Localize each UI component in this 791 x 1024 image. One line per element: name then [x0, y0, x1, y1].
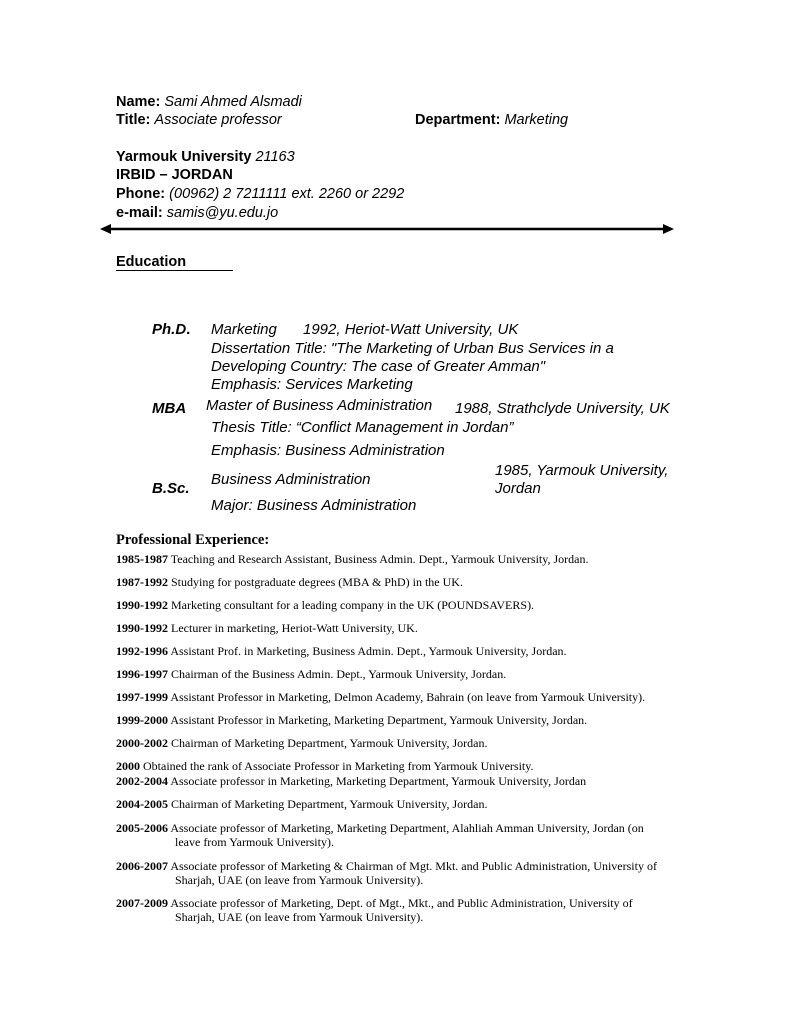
mba-emphasis: Emphasis: Business Administration [211, 442, 445, 459]
mba-field: Master of Business Administration [206, 397, 433, 414]
bsc-degree: B.Sc. [152, 480, 190, 497]
experience-text: Chairman of Marketing Department, Yarmouk University, Jordan. [168, 797, 488, 811]
title-line [116, 112, 282, 128]
experience-years: 2005-2006 [116, 821, 168, 835]
experience-continuation: leave from Yarmouk University). [175, 835, 334, 849]
mba-degree: MBA [152, 400, 187, 417]
experience-item [116, 621, 706, 635]
experience-text: Studying for postgraduate degrees (MBA & PhD) in the UK. [168, 575, 463, 589]
experience-item [116, 690, 706, 704]
email-label: e-mail: [116, 205, 163, 221]
phd-dissertation-line2: Developing Country: The case of Greater Amman" [211, 358, 546, 375]
city-line [116, 167, 233, 183]
name-value: Sami Ahmed Alsmadi [164, 94, 302, 110]
experience-text: Teaching and Research Assistant, Business Admin. Dept., Yarmouk University, Jordan. [168, 552, 589, 566]
experience-item [116, 713, 706, 727]
experience-years: 2000 [116, 759, 140, 773]
experience-item [116, 667, 706, 681]
phd-year-place: 1992, Heriot-Watt University, UK [303, 321, 519, 338]
department-line [415, 112, 568, 128]
department-value: Marketing [504, 112, 569, 128]
experience-years: 1999-2000 [116, 713, 168, 727]
experience-text: Associate professor of Marketing, Marketing Department, Alahliah Amman University, Jordan (on [168, 821, 644, 835]
experience-item [116, 797, 706, 811]
experience-continuation: Sharjah, UAE (on leave from Yarmouk University). [175, 873, 424, 887]
phd-field: Marketing [211, 321, 277, 338]
experience-text: Associate professor in Marketing, Marketing Department, Yarmouk University, Jordan [168, 774, 587, 788]
mba-thesis: Thesis Title: “Conflict Management in Jordan” [211, 419, 514, 436]
experience-years: 2004-2005 [116, 797, 168, 811]
phd-emphasis: Emphasis: Services Marketing [211, 376, 413, 393]
experience-text: Associate professor of Marketing, Dept. of Mgt., Mkt., and Public Administration, University of [168, 896, 633, 910]
phone-label: Phone: [116, 186, 166, 202]
experience-years: 1990-1992 [116, 621, 168, 635]
title-label: Title: [116, 112, 151, 128]
experience-item [116, 896, 706, 924]
experience-text: Assistant Professor in Marketing, Delmon Academy, Bahrain (on leave from Yarmouk University). [168, 690, 646, 704]
experience-years: 2000-2002 [116, 736, 168, 750]
experience-item [116, 644, 706, 658]
bsc-field: Business Administration [211, 471, 371, 488]
phone-line [116, 186, 404, 202]
experience-years: 2006-2007 [116, 859, 168, 873]
experience-text: Assistant Professor in Marketing, Marketing Department, Yarmouk University, Jordan. [168, 713, 588, 727]
email-line [116, 205, 278, 221]
experience-item [116, 575, 706, 589]
university-name: Yarmouk University [116, 149, 252, 165]
experience-years: 1992-1996 [116, 644, 168, 658]
phd-degree-dot: . [186, 321, 191, 338]
experience-item [116, 821, 706, 849]
phd-degree-label: Ph.D [152, 321, 187, 338]
experience-years: 1990-1992 [116, 598, 168, 612]
phd-degree [152, 321, 190, 339]
experience-years: 1996-1997 [116, 667, 168, 681]
bsc-year-place-line1: 1985, Yarmouk University, [495, 462, 669, 479]
mba-year-place: 1988, Strathclyde University, UK [455, 400, 670, 417]
email-value: samis@yu.edu.jo [166, 205, 279, 221]
bsc-year-place-line2: Jordan [495, 480, 541, 497]
experience-item [116, 598, 706, 612]
name-line [116, 94, 302, 110]
phd-dissertation-line1: Dissertation Title: "The Marketing of Urban Bus Services in a [211, 340, 614, 357]
experience-text: Marketing consultant for a leading company in the UK (POUNDSAVERS). [168, 598, 535, 612]
education-underline [116, 270, 233, 271]
education-heading [116, 254, 186, 270]
university-code: 21163 [255, 149, 295, 165]
experience-item [116, 859, 706, 887]
experience-years: 1987-1992 [116, 575, 168, 589]
experience-item [116, 736, 706, 750]
experience-text: Chairman of the Business Admin. Dept., Yarmouk University, Jordan. [168, 667, 507, 681]
experience-item [116, 552, 706, 566]
experience-heading: Professional Experience: [116, 532, 270, 548]
experience-years: 2002-2004 [116, 774, 168, 788]
experience-text: Assistant Prof. in Marketing, Business Admin. Dept., Yarmouk University, Jordan. [168, 644, 567, 658]
department-label: Department: [415, 112, 501, 128]
university-line [116, 149, 295, 165]
experience-text: Obtained the rank of Associate Professor in Marketing from Yarmouk University. [140, 759, 534, 773]
experience-text: Associate professor of Marketing & Chairman of Mgt. Mkt. and Public Administration, University of [168, 859, 657, 873]
experience-years: 1997-1999 [116, 690, 168, 704]
phone-value: (00962) 2 7211111 ext. 2260 or 2292 [169, 186, 405, 202]
bsc-major: Major: Business Administration [211, 497, 417, 514]
experience-item [116, 759, 706, 773]
divider-arrow [100, 221, 674, 237]
experience-years: 1985-1987 [116, 552, 168, 566]
city: IRBID – JORDAN [116, 167, 233, 183]
experience-years: 2007-2009 [116, 896, 168, 910]
experience-text: Chairman of Marketing Department, Yarmouk University, Jordan. [168, 736, 488, 750]
experience-text: Lecturer in marketing, Heriot-Watt University, UK. [168, 621, 418, 635]
name-label: Name: [116, 94, 161, 110]
title-value: Associate professor [154, 112, 282, 128]
experience-item [116, 774, 706, 788]
education-heading-text: Education [116, 254, 187, 270]
experience-continuation: Sharjah, UAE (on leave from Yarmouk University). [175, 910, 424, 924]
